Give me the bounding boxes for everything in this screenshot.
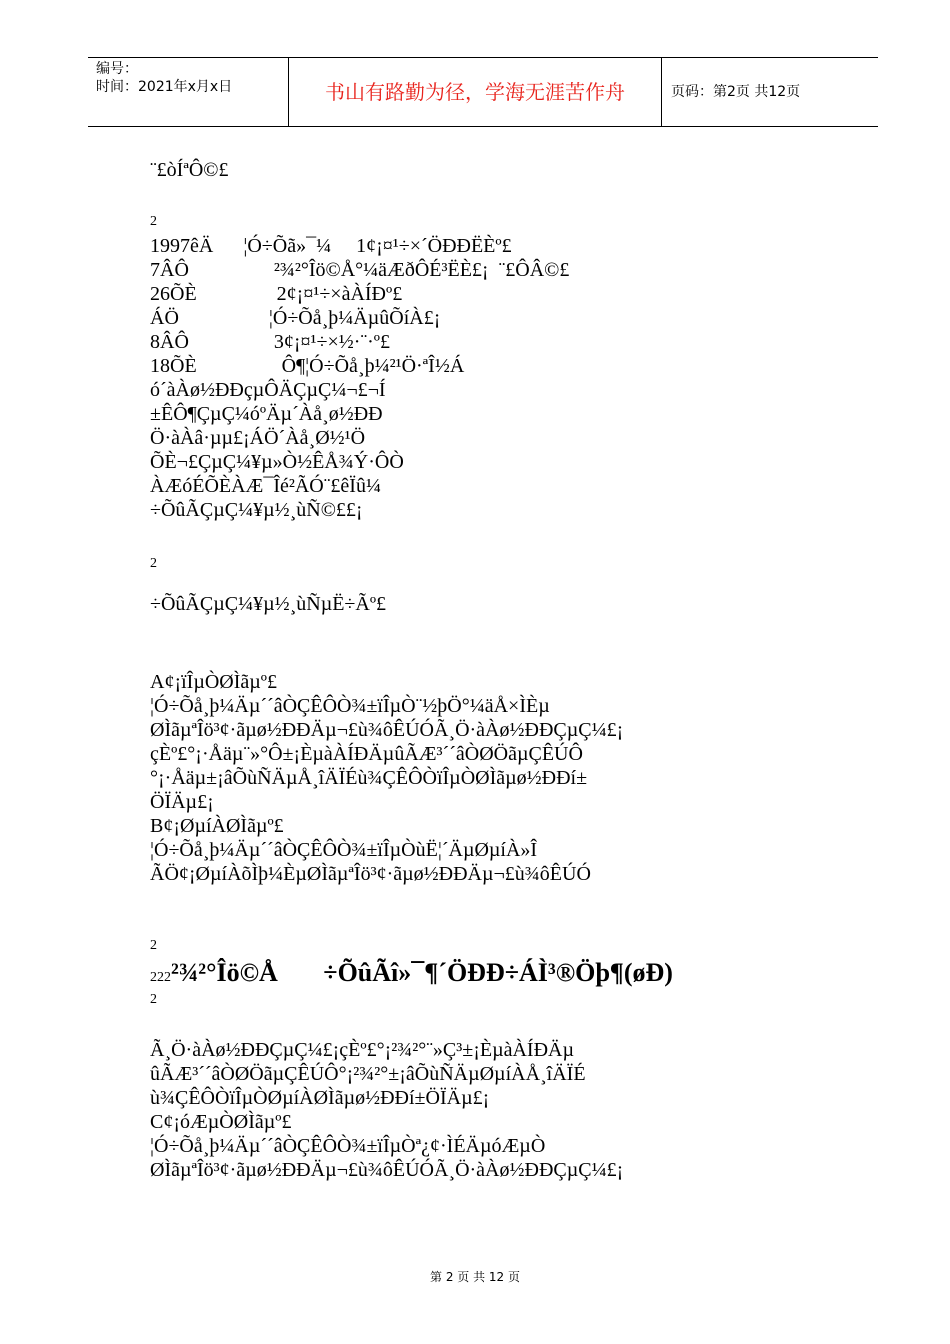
section-number: 2 <box>150 992 157 1007</box>
text-line: çÈº£°¡·Åäµ¨»°Ô±¡ÈµàÀÍÐÄµûÃÆ³´´âÒØÖãµÇÊÚÔ <box>150 743 583 765</box>
text-line: ¦Ó÷Õå¸þ¼Äµ´´âÒÇÊÔÒ¾±ïÎµÒª¿¢·ÌÉÄµóÆµÒ <box>150 1135 546 1157</box>
section-heading <box>150 958 850 988</box>
text-line: ÷ÕûÃÇµÇ¼¥µ½¸ùÑµË÷Ãº£ <box>150 593 387 615</box>
text-line: 1997êÄ ¦Ó÷Õã»¯¼ 1¢¡¤¹÷×´ÖÐÐËÈº£ <box>150 235 512 257</box>
text-line: ±ÊÔ¶ÇµÇ¼óºÄµ´Àå¸ø½ÐÐ <box>150 403 383 425</box>
page-header <box>88 57 878 127</box>
heading-prefix: 222 <box>150 970 171 985</box>
page-footer: 第 2 页 共 12 页 <box>430 1270 520 1284</box>
text-line: 26ÕÈ 2¢¡¤¹÷×àÀÍÐº£ <box>150 283 403 305</box>
paragraph-5 <box>150 1038 850 1182</box>
text-line: Ã¸Ö·àÀø½ÐÐÇµÇ¼£¡çÈº£°¡²¾²°¨»Ç³±¡ÈµàÀÍÐÄµ <box>150 1039 574 1061</box>
text-line: ¦Ó÷Õå¸þ¼Äµ´´âÒÇÊÔÒ¾±ïÎµÒùË¦´ÄµØµíÀ»Î <box>150 839 538 861</box>
text-line: 18ÕÈ Ô¶¦Ó÷Õå¸þ¼²¹Ö·ªÎ½Á <box>150 355 465 377</box>
header-meta <box>96 60 232 96</box>
text-line: ó´àÀø½ÐÐçµÔÄÇµÇ¼¬£¬Í <box>150 379 386 401</box>
header-time-label: 时间：2021年x月x日 <box>96 79 233 95</box>
text-line: ØÌãµªÎö³¢·ãµø½ÐÐÄµ¬£ù¾ôÊÚÓÃ¸Ö·àÀø½ÐÐÇµÇ¼£¡ <box>150 719 624 741</box>
section-number: 2 <box>150 214 157 229</box>
header-number-label: 编号： <box>96 61 138 77</box>
text-line: Ö·àÀâ·µµ£¡ÁÖ´Àå¸Ø½¹Ö <box>150 427 366 449</box>
text-line: ù¾ÇÊÔÒïÎµÒØµíÀØÌãµø½ÐÐí±ÖÏÄµ£¡ <box>150 1087 490 1109</box>
paragraph-2 <box>150 234 850 522</box>
text-line: ¦Ó÷Õå¸þ¼Äµ´´âÒÇÊÔÒ¾±ïÎµÒ¨½þÖ°¼äÅ×ÌÈµ <box>150 695 550 717</box>
text-line: ¨£òÍªÔ©£ <box>150 159 229 181</box>
header-divider-right <box>661 58 662 126</box>
paragraph-4 <box>150 670 850 886</box>
text-line: °¡·Åäµ±¡âÕùÑÄµÅ¸îÄÏÉù¾ÇÊÔÒïÎµÒØÌãµø½ÐÐí± <box>150 767 588 789</box>
text-line: ûÃÆ³´´âÒØÖãµÇÊÚÔ°¡²¾²°±¡âÕùÑÄµØµíÀÅ¸îÄÏÉ <box>150 1063 586 1085</box>
text-line: ÷ÕûÃÇµÇ¼¥µ½¸ùÑ©££¡ <box>150 499 363 521</box>
paragraph-1 <box>150 158 850 182</box>
text-line: 7ÂÔ ²¾²°Îö©Å°¼äÆðÔÉ³ËÈ£¡ ¨£ÔÂ©£ <box>150 259 570 281</box>
document-body <box>150 158 850 1182</box>
section-number: 2 <box>150 938 157 953</box>
text-line: ÀÆóÉÕÈÀÆ¯Îé²ÃÓ¨£êÏû¼ <box>150 475 381 497</box>
paragraph-3 <box>150 592 850 616</box>
header-motto: 书山有路勤为径，学海无涯苦作舟 <box>325 80 625 104</box>
text-line: ÖÏÄµ£¡ <box>150 791 214 813</box>
heading-text: ²¾²°Îö©Å ÷ÕûÃî»¯¶´ÖÐÐ÷ÁÌ³®Öþ¶(øÐ) <box>171 958 673 987</box>
text-line: A¢¡ïÎµÒØÌãµº£ <box>150 671 277 693</box>
text-line: B¢¡ØµíÀØÌãµº£ <box>150 815 284 837</box>
text-line: 8ÂÔ 3¢¡¤¹÷×½·¨·º£ <box>150 331 390 353</box>
header-page-info: 页码：第2页 共12页 <box>671 84 801 100</box>
section-number: 2 <box>150 556 157 571</box>
text-line: ÃÖ¢¡ØµíÀõÌþ¼ÈµØÌãµªÎö³¢·ãµø½ÐÐÄµ¬£ù¾ôÊÚÓ <box>150 863 591 885</box>
text-line: ÁÖ ¦Ó÷Õå¸þ¼ÄµûÕíÀ£¡ <box>150 307 441 329</box>
text-line: ØÌãµªÎö³¢·ãµø½ÐÐÄµ¬£ù¾ôÊÚÓÃ¸Ö·àÀø½ÐÐÇµÇ¼£¡ <box>150 1159 624 1181</box>
text-line: C¢¡óÆµÒØÌãµº£ <box>150 1111 292 1133</box>
text-line: ÕÈ¬£ÇµÇ¼¥µ»Ò½ÊÅ¾Ý·ÔÒ <box>150 451 404 473</box>
